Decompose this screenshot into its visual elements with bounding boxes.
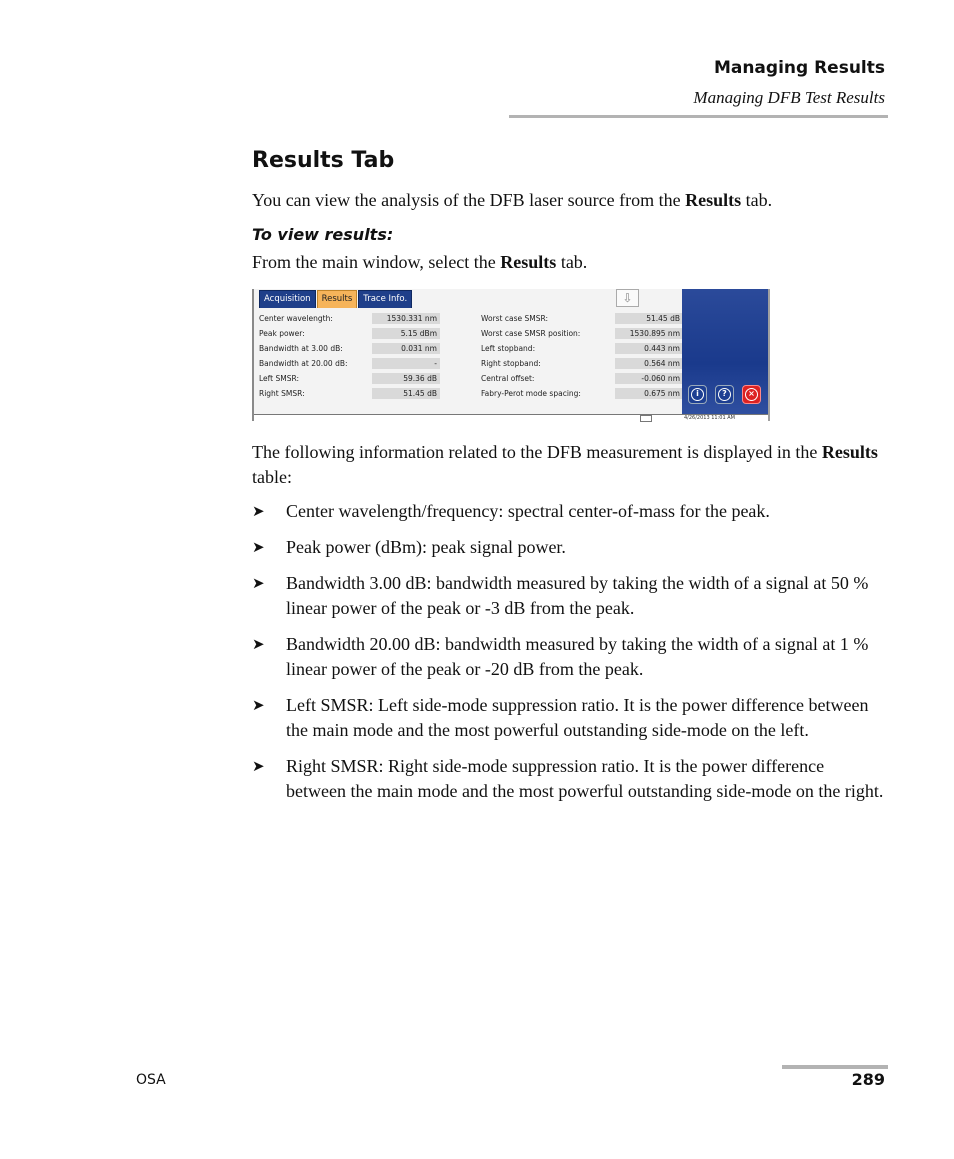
info-button[interactable] xyxy=(688,385,707,404)
bullet-arrow-icon: ➤ xyxy=(252,757,265,775)
footer-product: OSA xyxy=(136,1072,166,1088)
step-paragraph: From the main window, select the Results tab. xyxy=(252,252,588,272)
help-icon: ? xyxy=(718,388,731,401)
header-rule xyxy=(509,115,888,118)
bullet-arrow-icon: ➤ xyxy=(252,538,265,556)
bullet-arrow-icon: ➤ xyxy=(252,635,265,653)
close-icon: × xyxy=(745,388,758,401)
list-item: ➤ Peak power (dBm): peak signal power. xyxy=(252,535,888,560)
list-item: ➤ Right SMSR: Right side-mode suppression ratio. It is the power difference between the main mode and the most powerful outstanding side-mode on the right. xyxy=(252,756,884,801)
bullet-arrow-icon: ➤ xyxy=(252,696,265,714)
help-button[interactable] xyxy=(715,385,734,404)
definitions-list xyxy=(252,499,888,804)
header-section-title: Managing DFB Test Results xyxy=(693,88,885,107)
bullet-arrow-icon: ➤ xyxy=(252,574,265,592)
page-heading: Results Tab xyxy=(252,148,395,173)
tab-results[interactable]: Results xyxy=(317,290,358,308)
info-icon: i xyxy=(691,388,704,401)
list-item: ➤ Left SMSR: Left side-mode suppression ratio. It is the power difference between the main mode and the most powerful outstanding side-mode on the left. xyxy=(252,695,869,740)
tab-acquisition[interactable]: Acquisition xyxy=(259,290,316,308)
page-content xyxy=(252,145,888,815)
list-item: ➤ Center wavelength/frequency: spectral center-of-mass for the peak. xyxy=(252,499,888,524)
tab-trace-info[interactable]: Trace Info. xyxy=(358,290,412,308)
procedure-title: To view results: xyxy=(252,225,394,244)
footer-rule xyxy=(782,1065,888,1069)
status-timestamp: 4/26/2013 11:01 AM xyxy=(684,415,735,421)
list-item: ➤ Bandwidth 20.00 dB: bandwidth measured by taking the width of a signal at 1 % linear power of the peak or -20 dB from the peak. xyxy=(252,634,869,679)
intro-paragraph: You can view the analysis of the DFB laser source from the Results tab. xyxy=(252,190,773,210)
screenshot-tabs xyxy=(259,290,413,308)
list-item: ➤ Bandwidth 3.00 dB: bandwidth measured by taking the width of a signal at 50 % linear power of the peak or -3 dB from the peak. xyxy=(252,573,869,618)
info-paragraph: The following information related to the DFB measurement is displayed in the Results table: xyxy=(252,442,878,487)
screenshot-sidebar xyxy=(682,289,768,414)
screenshot-statusbar xyxy=(254,414,768,422)
close-button[interactable] xyxy=(742,385,761,404)
results-screenshot: Acquisition Results Trace Info. ⇩ Center wavelength: 1530.331 nm Worst case SMSR: 51.45 dB Peak power: 5.15 dBm Worst case SMSR position: 1530.895 nm Bandwidth at 3.00 dB: 0.031 nm Left stopband: 0.443 nm Bandwidth at 20.00 dB: - Right stopband: 0.564 nm Left SMSR: 59.36 dB Central offset: -0.060 nm Right SMSR: 51.45 dB Fabry-Perot mode spacing: 0.675 nm i ? × 4/26/2013 11:01 AM xyxy=(252,289,770,421)
arrow-down-icon[interactable]: ⇩ xyxy=(616,289,639,307)
bullet-arrow-icon: ➤ xyxy=(252,502,265,520)
header-chapter-title: Managing Results xyxy=(713,58,885,78)
page-number: 289 xyxy=(851,1070,885,1089)
status-icon xyxy=(640,415,652,422)
